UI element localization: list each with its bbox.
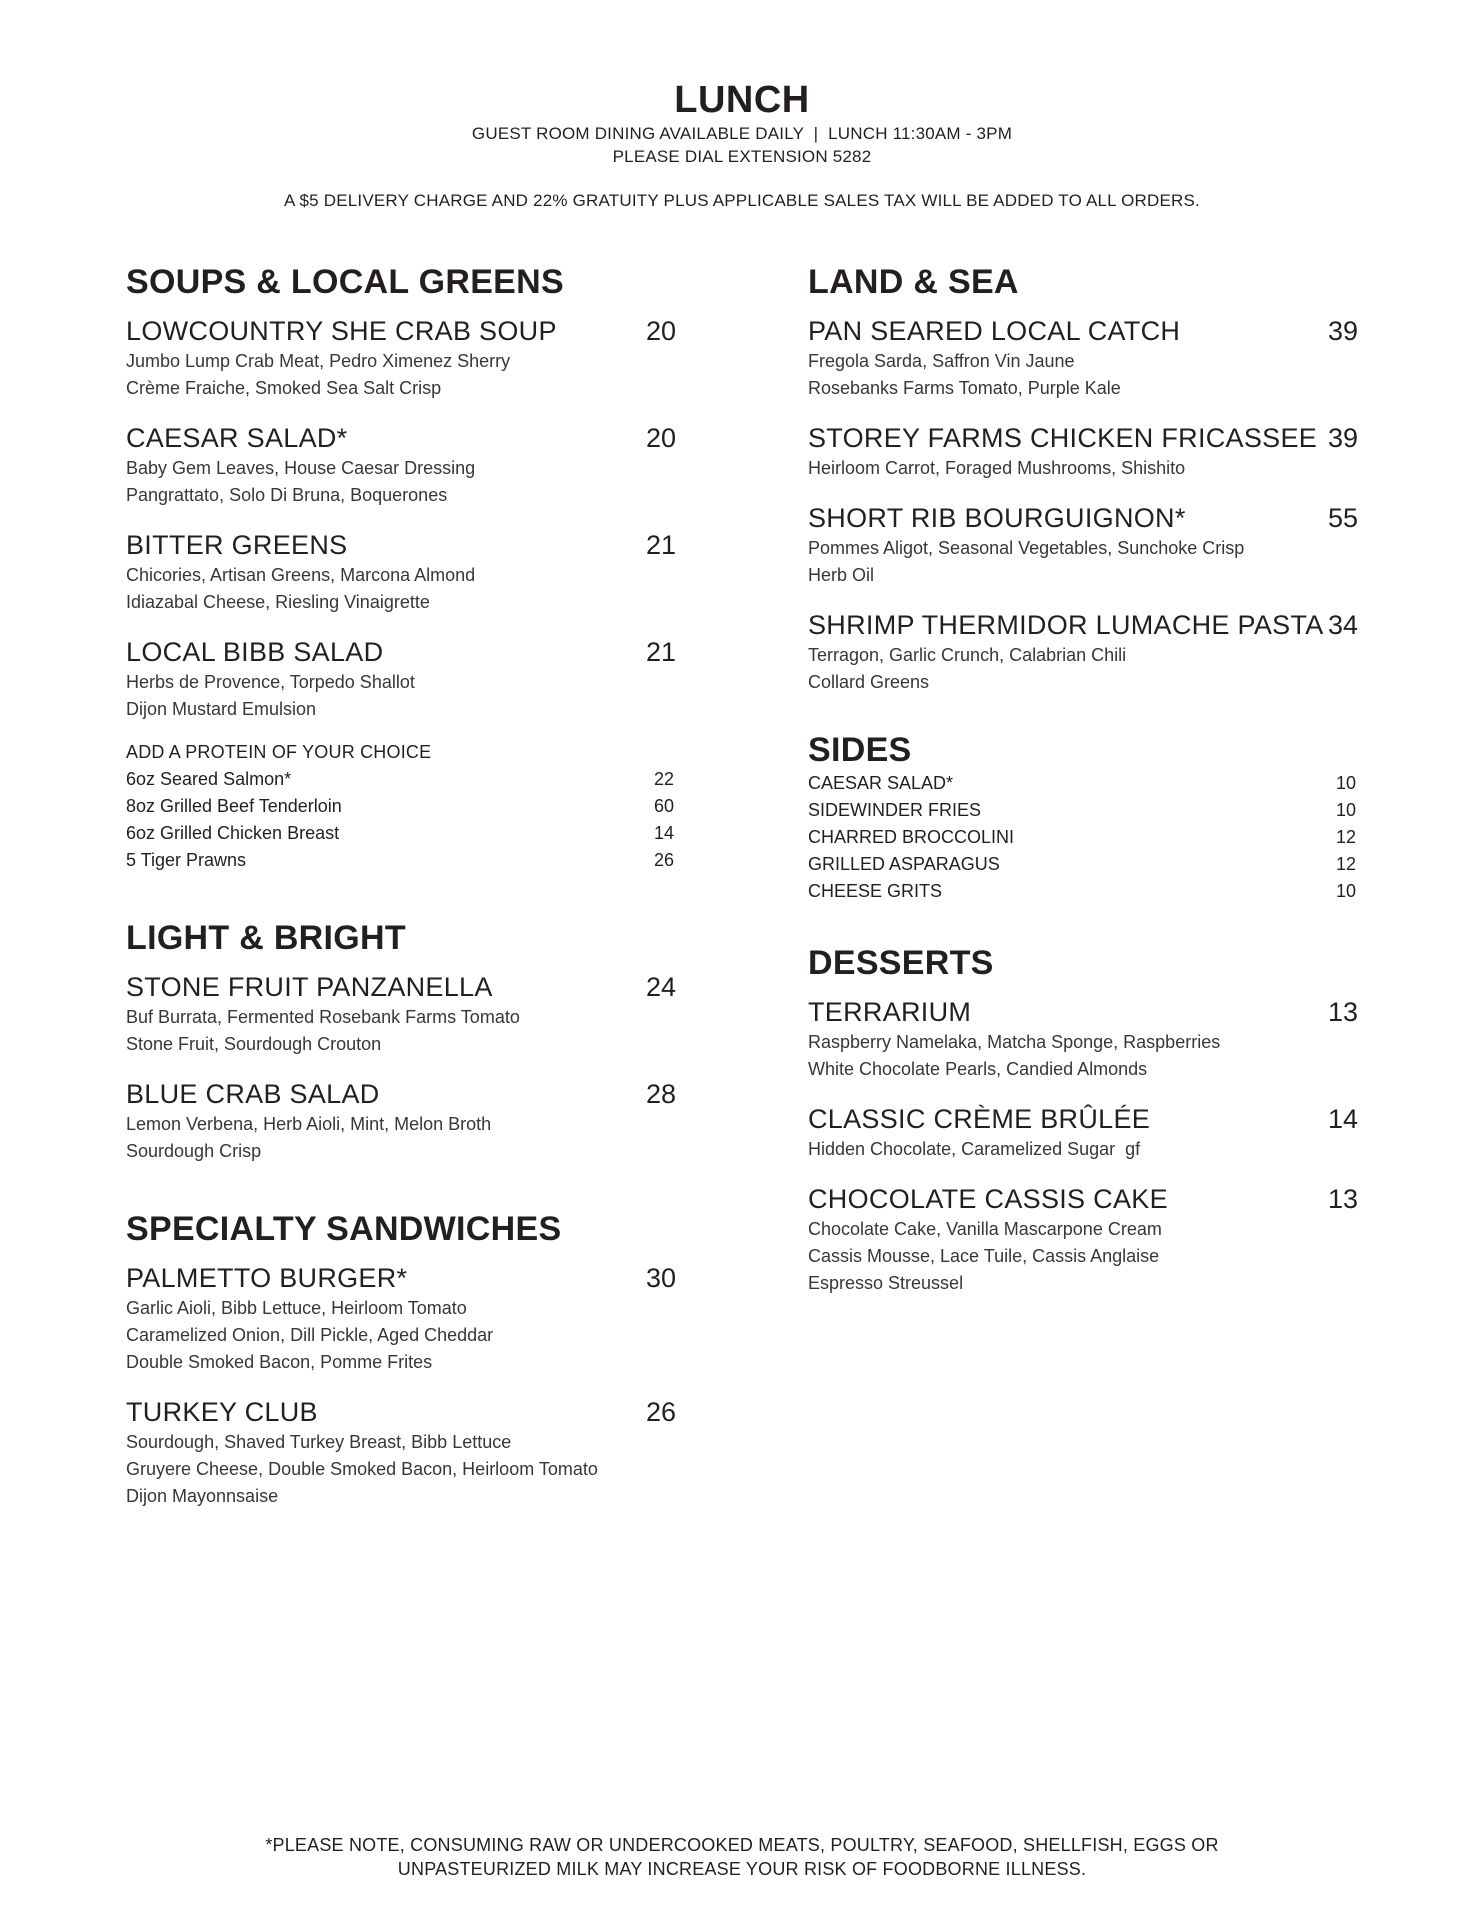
menu-item bbox=[808, 995, 1358, 1083]
item-price: 39 bbox=[1327, 316, 1358, 346]
side-price: 10 bbox=[1335, 881, 1356, 901]
menu-item bbox=[126, 1395, 676, 1510]
addon-row bbox=[126, 766, 676, 793]
item-price: 14 bbox=[1327, 1104, 1358, 1134]
item-price: 28 bbox=[645, 1079, 676, 1109]
extension-text: PLEASE DIAL EXTENSION 5282 bbox=[612, 147, 872, 166]
item-description: Pangrattato, Solo Di Bruna, Boquerones bbox=[126, 485, 448, 505]
side-row bbox=[808, 824, 1358, 851]
item-description: White Chocolate Pearls, Candied Almonds bbox=[808, 1059, 1148, 1079]
side-price: 12 bbox=[1335, 854, 1356, 874]
item-name: SHORT RIB BOURGUIGNON* bbox=[808, 503, 1186, 533]
item-description: Idiazabal Cheese, Riesling Vinaigrette bbox=[126, 592, 430, 612]
item-description: Cassis Mousse, Lace Tuile, Cassis Anglaise bbox=[808, 1246, 1160, 1266]
left-column bbox=[126, 262, 676, 1554]
item-description: Herbs de Provence, Torpedo Shallot bbox=[126, 672, 415, 692]
item-description: Double Smoked Bacon, Pomme Frites bbox=[126, 1352, 433, 1372]
section-soups bbox=[126, 262, 676, 874]
item-name: BLUE CRAB SALAD bbox=[126, 1079, 380, 1109]
delivery-notice: A $5 DELIVERY CHARGE AND 22% GRATUITY PLUS APPLICABLE SALES TAX WILL BE ADDED TO ALL ORDERS. bbox=[284, 191, 1200, 210]
item-name: LOCAL BIBB SALAD bbox=[126, 637, 384, 667]
addon-row bbox=[126, 847, 676, 874]
item-name: TERRARIUM bbox=[808, 997, 972, 1027]
item-description: Garlic Aioli, Bibb Lettuce, Heirloom Tomato bbox=[126, 1298, 467, 1318]
item-name: BITTER GREENS bbox=[126, 530, 348, 560]
item-price: 39 bbox=[1327, 423, 1358, 453]
item-description: Herb Oil bbox=[808, 565, 875, 585]
disclaimer-line: UNPASTEURIZED MILK MAY INCREASE YOUR RISK OF FOODBORNE ILLNESS. bbox=[397, 1859, 1087, 1879]
menu-item bbox=[126, 635, 676, 723]
item-description: Jumbo Lump Crab Meat, Pedro Ximenez Sherry bbox=[126, 351, 511, 371]
menu-item bbox=[808, 314, 1358, 402]
menu-item bbox=[126, 970, 676, 1058]
addon-name: 5 Tiger Prawns bbox=[126, 850, 247, 870]
item-name: CLASSIC CRÈME BRÛLÉE bbox=[808, 1104, 1151, 1134]
item-description: Hidden Chocolate, Caramelized Sugar gf bbox=[808, 1139, 1141, 1159]
item-price: 13 bbox=[1327, 1184, 1358, 1214]
menu-item bbox=[808, 608, 1358, 696]
section-title: LIGHT & BRIGHT bbox=[126, 919, 406, 957]
side-price: 12 bbox=[1335, 827, 1356, 847]
item-description: Gruyere Cheese, Double Smoked Bacon, Heirloom Tomato bbox=[126, 1459, 598, 1479]
item-name: LOWCOUNTRY SHE CRAB SOUP bbox=[126, 316, 557, 346]
addon-name: 6oz Seared Salmon* bbox=[126, 769, 292, 789]
item-price: 21 bbox=[645, 637, 676, 667]
side-row bbox=[808, 851, 1358, 878]
item-description: Dijon Mayonnsaise bbox=[126, 1486, 279, 1506]
item-name: PAN SEARED LOCAL CATCH bbox=[808, 316, 1181, 346]
addon-price: 26 bbox=[653, 850, 674, 870]
item-price: 55 bbox=[1327, 503, 1358, 533]
menu-header bbox=[0, 78, 1484, 212]
addon-row bbox=[126, 820, 676, 847]
section-light-bright bbox=[126, 918, 676, 1165]
item-description: Collard Greens bbox=[808, 672, 930, 692]
side-name: CHEESE GRITS bbox=[808, 881, 943, 901]
item-price: 20 bbox=[645, 423, 676, 453]
section-land-sea bbox=[808, 262, 1358, 696]
section-title: LAND & SEA bbox=[808, 263, 1019, 301]
section-sides bbox=[808, 730, 1358, 905]
hours-text: GUEST ROOM DINING AVAILABLE DAILY | LUNCH 11:30AM - 3PM bbox=[471, 124, 1013, 143]
item-name: STOREY FARMS CHICKEN FRICASSEE bbox=[808, 423, 1318, 453]
item-name: SHRIMP THERMIDOR LUMACHE PASTA bbox=[808, 610, 1324, 640]
item-price: 20 bbox=[645, 316, 676, 346]
item-description: Lemon Verbena, Herb Aioli, Mint, Melon Broth bbox=[126, 1114, 492, 1134]
item-description: Chicories, Artisan Greens, Marcona Almond bbox=[126, 565, 476, 585]
item-price: 13 bbox=[1327, 997, 1358, 1027]
section-title: SPECIALTY SANDWICHES bbox=[126, 1210, 562, 1248]
item-description: Sourdough, Shaved Turkey Breast, Bibb Lettuce bbox=[126, 1432, 512, 1452]
item-description: Rosebanks Farms Tomato, Purple Kale bbox=[808, 378, 1121, 398]
item-price: 21 bbox=[645, 530, 676, 560]
menu-item bbox=[126, 314, 676, 402]
section-title: SOUPS & LOCAL GREENS bbox=[126, 263, 564, 301]
menu-item bbox=[126, 528, 676, 616]
item-description: Caramelized Onion, Dill Pickle, Aged Cheddar bbox=[126, 1325, 494, 1345]
side-name: SIDEWINDER FRIES bbox=[808, 800, 982, 820]
addon-name: 8oz Grilled Beef Tenderloin bbox=[126, 796, 342, 816]
item-name: CHOCOLATE CASSIS CAKE bbox=[808, 1184, 1168, 1214]
side-row bbox=[808, 797, 1358, 824]
side-name: CHARRED BROCCOLINI bbox=[808, 827, 1015, 847]
side-name: CAESAR SALAD* bbox=[808, 773, 954, 793]
side-name: GRILLED ASPARAGUS bbox=[808, 854, 1000, 874]
section-title: DESSERTS bbox=[808, 944, 994, 982]
item-name: TURKEY CLUB bbox=[126, 1397, 318, 1427]
item-description: Heirloom Carrot, Foraged Mushrooms, Shishito bbox=[808, 458, 1186, 478]
item-description: Baby Gem Leaves, House Caesar Dressing bbox=[126, 458, 476, 478]
item-description: Raspberry Namelaka, Matcha Sponge, Raspberries bbox=[808, 1032, 1221, 1052]
item-description: Buf Burrata, Fermented Rosebank Farms Tomato bbox=[126, 1007, 520, 1027]
item-price: 24 bbox=[645, 972, 676, 1002]
allergy-disclaimer bbox=[0, 1833, 1484, 1881]
disclaimer-line: *PLEASE NOTE, CONSUMING RAW OR UNDERCOOKED MEATS, POULTRY, SEAFOOD, SHELLFISH, EGGS OR bbox=[265, 1835, 1219, 1855]
menu-item bbox=[126, 1077, 676, 1165]
side-price: 10 bbox=[1335, 800, 1356, 820]
addon-row bbox=[126, 793, 676, 820]
item-price: 30 bbox=[645, 1263, 676, 1293]
addon-name: 6oz Grilled Chicken Breast bbox=[126, 823, 340, 843]
menu-item bbox=[126, 421, 676, 509]
item-price: 34 bbox=[1327, 610, 1358, 640]
side-price: 10 bbox=[1335, 773, 1356, 793]
menu-item bbox=[808, 501, 1358, 589]
page-title: LUNCH bbox=[674, 79, 810, 121]
addon-title: ADD A PROTEIN OF YOUR CHOICE bbox=[126, 742, 432, 762]
addon-price: 60 bbox=[653, 796, 674, 816]
addon-price: 14 bbox=[653, 823, 674, 843]
menu-item bbox=[808, 421, 1358, 482]
right-column bbox=[808, 262, 1358, 1341]
item-name: PALMETTO BURGER* bbox=[126, 1263, 408, 1293]
item-description: Pommes Aligot, Seasonal Vegetables, Sunchoke Crisp bbox=[808, 538, 1245, 558]
addon-price: 22 bbox=[653, 769, 674, 789]
item-description: Dijon Mustard Emulsion bbox=[126, 699, 317, 719]
side-row bbox=[808, 878, 1358, 905]
item-description: Sourdough Crisp bbox=[126, 1141, 262, 1161]
section-desserts bbox=[808, 943, 1358, 1297]
item-description: Espresso Streussel bbox=[808, 1273, 964, 1293]
item-name: CAESAR SALAD* bbox=[126, 423, 348, 453]
side-row bbox=[808, 770, 1358, 797]
item-name: STONE FRUIT PANZANELLA bbox=[126, 972, 493, 1002]
item-description: Crème Fraiche, Smoked Sea Salt Crisp bbox=[126, 378, 442, 398]
section-title: SIDES bbox=[808, 731, 912, 769]
item-description: Chocolate Cake, Vanilla Mascarpone Cream bbox=[808, 1219, 1162, 1239]
item-description: Terragon, Garlic Crunch, Calabrian Chili bbox=[808, 645, 1127, 665]
menu-item bbox=[126, 1261, 676, 1376]
item-price: 26 bbox=[645, 1397, 676, 1427]
section-sandwiches bbox=[126, 1209, 676, 1510]
menu-item bbox=[808, 1182, 1358, 1297]
item-description: Stone Fruit, Sourdough Crouton bbox=[126, 1034, 382, 1054]
menu-item bbox=[808, 1102, 1358, 1163]
item-description: Fregola Sarda, Saffron Vin Jaune bbox=[808, 351, 1075, 371]
